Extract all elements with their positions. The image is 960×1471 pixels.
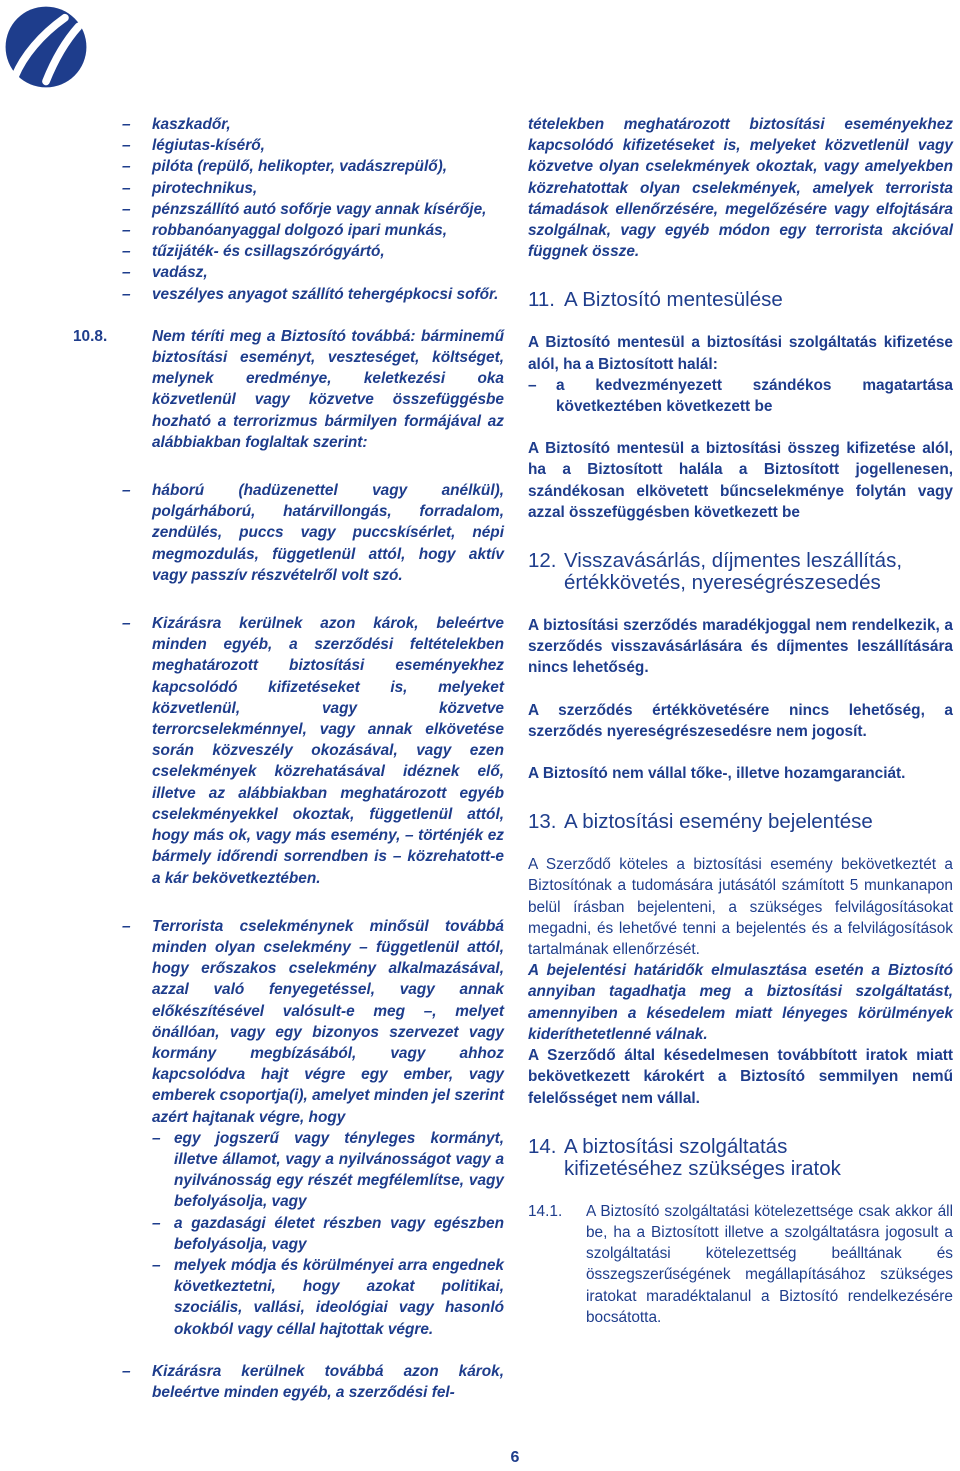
- company-logo-icon: [3, 3, 89, 91]
- page-number: 6: [510, 1449, 520, 1466]
- list-item: – pirotechnikus,: [122, 178, 504, 199]
- clause-number: 10.8.: [73, 327, 108, 345]
- section-title-line: A biztosítási szolgáltatás: [564, 1134, 788, 1158]
- section-number: 12.: [528, 549, 557, 573]
- section-11-list-item: – a kedvezményezett szándékos magatartása következtében következett be: [528, 375, 953, 417]
- clause-10-8: [73, 326, 504, 453]
- clause-text: Nem téríti meg a Biztosító továbbá: bárminemű biztosítási eseményt, veszteséget, költséget, melynek eredménye, keletkezési oka közvetlenül vagy közvetve összefüggésbe hozható a terrorizmus bármilyen formájával az alábbiakban foglaltak szerint:: [152, 327, 504, 451]
- section-title-line: Visszavásárlás, díjmentes leszállítás,: [564, 549, 903, 573]
- section-12-paragraph: A biztosítási szerződés maradékjoggal nem rendelkezik, a szerződés visszavásárlására és díjmentes leszállítására nincs lehetőség.: [528, 617, 953, 677]
- terror-definition-sub: – a gazdasági életet részben vagy egészben befolyásolja, vagy: [122, 1213, 504, 1255]
- section-heading-14: [528, 1136, 953, 1180]
- section-title-line: kifizetéséhez szükséges iratok: [564, 1156, 841, 1180]
- section-13-paragraph: A Szerződő által késedelmesen továbbított iratok miatt bekövetkezett károkért a Biztosító semmilyen nemű felelősséget nem vállal.: [528, 1047, 953, 1107]
- section-heading-12: [528, 550, 953, 594]
- section-heading-13: [528, 811, 953, 833]
- section-12-paragraph: A Biztosító nem vállal tőke-, illetve hozamgaranciát.: [528, 765, 906, 783]
- section-13-paragraph: A Szerződő köteles a biztosítási esemény bekövetkeztét a Biztosítónak a tudomására jutásától számított 5 munkanapon belül írásban bejelenteni, a szükséges felvilágosításokat megadni, és lehetővé tenni a bejelentés és a felvilágosítások tartalmának ellenőrzését.: [528, 856, 953, 959]
- section-13-paragraph: A bejelentési határidők elmulasztása esetén a Biztosító annyiban tagadhatja meg a biztosítási szolgáltatást, amennyiben a késedelem miatt lényeges körülmények kideríthetetlenné válnak.: [528, 962, 953, 1043]
- section-number: 13.: [528, 810, 557, 834]
- section-heading-11: [528, 289, 953, 311]
- terror-definition-sub: – melyek módja és körülményei arra engednek következtetni, hogy azokat politikai, szociális, vallási, ideológiai vagy hasonló okokból vagy céllal hajtottak végre.: [122, 1255, 504, 1340]
- clause-14-1: [528, 1201, 953, 1328]
- list-item: – vadász,: [122, 262, 504, 283]
- section-title: A biztosítási esemény bejelentése: [564, 810, 873, 834]
- list-item: – kaszkadőr,: [122, 114, 504, 135]
- clause-number: 14.1.: [528, 1202, 563, 1220]
- section-title-line: értékkövetés, nyereségrészesedés: [564, 571, 881, 595]
- section-title: A Biztosító mentesülése: [564, 288, 783, 312]
- list-item: – tűzijáték- és csillagszórógyártó,: [122, 241, 504, 262]
- terror-definition: – Terrorista cselekménynek minősül továbbá minden olyan cselekmény – függetlenül attól, hogy erőszakos cselekmény alkalmazásával, azzal való fenyegetéssel, vagy annak előkészítésével valósult-e meg –, melyet önállóan, vagy egy bizonyos szervezet vagy kormány megbízásából, vagy ahhoz kapcsolódva hajt végre egy ember, vagy emberek csoportja(i), amelyet minden jel szerint azért hajtanak végre, hogy: [122, 916, 504, 1128]
- section-11-paragraph: A Biztosító mentesül a biztosítási összeg kifizetése alól, ha a Biztosított halála a Biztosított jogellenesen, szándékosan elkövetett bűncselekménye folytán vagy azzal összefüggésben következett be: [528, 440, 953, 521]
- list-item: – robbanóanyaggal dolgozó ipari munkás,: [122, 220, 504, 241]
- left-column: [73, 114, 504, 1403]
- section-12-paragraph: A szerződés értékkövetésére nincs lehetőség, a szerződés nyereségrészesedésre nem jogosít.: [528, 701, 953, 740]
- section-number: 11.: [528, 288, 555, 312]
- terror-definition-sub: – egy jogszerű vagy tényleges kormányt, illetve államot, vagy a nyilvánosságot vagy a nyilvánosság egy részét megfélemlítse, vagy befolyásolja, vagy: [122, 1128, 504, 1213]
- terror-exclusion: – Kizárásra kerülnek azon károk, beleértve minden egyéb, a szerződési feltételekben meghatározott biztosítási eseményekhez kapcsolódó kifizetéseket is, melyeket közvetlenül, vagy közvetve terrorcselekménnyel, vagy annak elkövetése során közveszély okozásával, vagy ezen cselekmények közrehatásával idéznek elő, illetve az alábbiakban meghatározott egyéb cselekményekkel okoztak, függetlenül attól, hogy más ok, vagy más esemény, – történjék ez bármely időrendi sorrendben is – közrehatott-e a kár bekövetkeztében.: [122, 613, 504, 889]
- list-item: – légiutas-kísérő,: [122, 135, 504, 156]
- right-column: [528, 114, 953, 1328]
- war-exclusion: – háború (hadüzenettel vagy anélkül), polgárháború, határvillongás, forradalom, zendülés, puccs vagy puccskísérlet, népi megmozdulás, függetlenül attól, hogy aktív vagy passzív részvételről volt szó.: [122, 480, 504, 586]
- further-exclusion: – Kizárásra kerülnek továbbá azon károk, beleértve minden egyéb, a szerződési fel-: [122, 1361, 504, 1403]
- section-11-paragraph: A Biztosító mentesül a biztosítási szolgáltatás kifizetése alól, ha a Biztosított halál:: [528, 334, 953, 373]
- continued-text: tételekben meghatározott biztosítási eseményekhez kapcsolódó kifizetéseket is, melyeket közvetlenül vagy közvetve olyan cselekmények okoztak, vagy amelyekben közrehatottak olyan cselekmények, amelyek terrorista támadások ellenőrzésére, megelőzésére vagy elfojtására szolgálnak, vagy egyéb módon egy terrorista akcióval függnek össze.: [528, 116, 953, 261]
- list-item: – veszélyes anyagot szállító tehergépkocsi sofőr.: [122, 284, 504, 305]
- clause-text: A Biztosító szolgáltatási kötelezettsége csak akkor áll be, ha a Biztosított illetve a szolgáltatásra jogosult a szolgáltatási kötelezettség beálltának és összegszerűségének megállapításához szükséges iratokat maradéktalanul a Biztosító rendelkezésére bocsátotta.: [586, 1202, 953, 1326]
- list-item: – pénzszállító autó sofőrje vagy annak kísérője,: [122, 199, 504, 220]
- list-item: – pilóta (repülő, helikopter, vadászrepülő),: [122, 156, 504, 177]
- section-number: 14.: [528, 1134, 557, 1158]
- profession-list: [122, 114, 504, 305]
